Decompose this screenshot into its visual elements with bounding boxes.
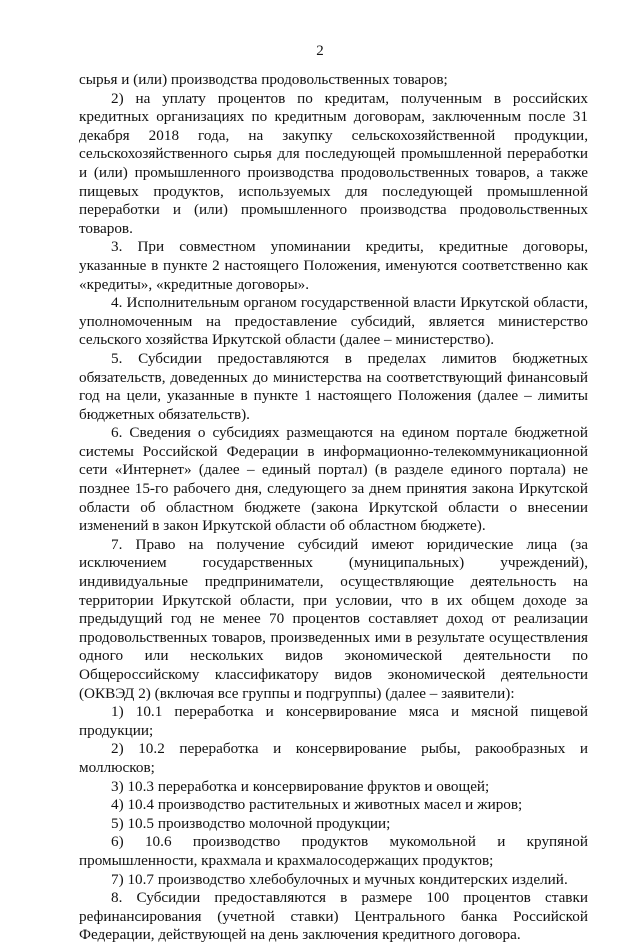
paragraph-section-7: 7. Право на получение субсидий имеют юридические лица (за исключением государственных (муниципальных) учреждений), индивидуальные предприниматели, осуществляющие деятельность на территории Иркутской области, при условии, что в их общем доходе за предыдущий год не менее 70 процентов составляет доход от реализации продовольственных товаров, произведенных ими в результате осуществления одного или нескольких видов экономической деятельности по Общероссийскому классификатору видов экономической деятельности (ОКВЭД 2) (включая все группы и подгруппы) (далее – заявители): — [79, 535, 588, 702]
list-item-10-2: 2) 10.2 переработка и консервирование рыбы, ракообразных и моллюсков; — [79, 740, 588, 776]
list-item-10-7: 7) 10.7 производство хлебобулочных и мучных кондитерских изделий. — [111, 870, 568, 888]
paragraph-section-4: 4. Исполнительным органом государственной власти Иркутской области, уполномоченным на предоставление субсидий, является министерство сельского хозяйства Иркутской области (далее – министерство). — [79, 294, 588, 349]
paragraph-item-2: 2) на уплату процентов по кредитам, полученным в российских кредитных организациях по кредитным договорам, заключенным после 31 декабря 2018 года, на закупку сельскохозяйственной продукции, сельскохозяйственного сырья для последующей промышленной переработки и (или) промышленного производства продовольственных товаров, а также пищевых продуктов, используемых для последующей промышленной переработки и (или) промышленного производства продовольственных товаров. — [79, 89, 588, 237]
list-item-10-4: 4) 10.4 производство растительных и животных масел и жиров; — [111, 796, 523, 814]
paragraph-section-8: 8. Субсидии предоставляются в размере 100 процентов ставки рефинансирования (учетной ставки) Центрального банка Российской Федерации, действующей на день заключения кредитного договора. — [79, 889, 588, 944]
paragraph-section-5: 5. Субсидии предоставляются в пределах лимитов бюджетных обязательств, доведенных до министерства на соответствующий финансовый год на цели, указанные в пункте 1 настоящего Положения (далее – лимиты бюджетных обязательств). — [79, 349, 588, 423]
list-item-10-3: 3) 10.3 переработка и консервирование фруктов и овощей; — [111, 777, 490, 795]
list-item-10-1: 1) 10.1 переработка и консервирование мяса и мясной пищевой продукции; — [79, 703, 588, 739]
page-number: 2 — [316, 43, 324, 59]
list-item-10-5: 5) 10.5 производство молочной продукции; — [111, 814, 391, 832]
paragraph-section-6: 6. Сведения о субсидиях размещаются на едином портале бюджетной системы Российской Федерации в информационно-телекоммуникационной сети «Интернет» (далее – единый портал) (в разделе единого портала) не позднее 15-го рабочего дня, следующего за днем принятия закона Иркутской области об областном бюджете (закона Иркутской области о внесении изменений в закон Иркутской области об областном бюджете). — [79, 424, 588, 535]
paragraph-continuation: сырья и (или) производства продовольственных товаров; — [79, 71, 448, 88]
paragraph-section-3: 3. При совместном упоминании кредиты, кредитные договоры, указанные в пункте 2 настоящего Положения, именуются соответственно как «кредиты», «кредитные договоры». — [79, 238, 588, 293]
list-item-10-6: 6) 10.6 производство продуктов мукомольной и крупяной промышленности, крахмала и крахмалосодержащих продуктов; — [79, 833, 588, 869]
document-body — [79, 71, 588, 945]
